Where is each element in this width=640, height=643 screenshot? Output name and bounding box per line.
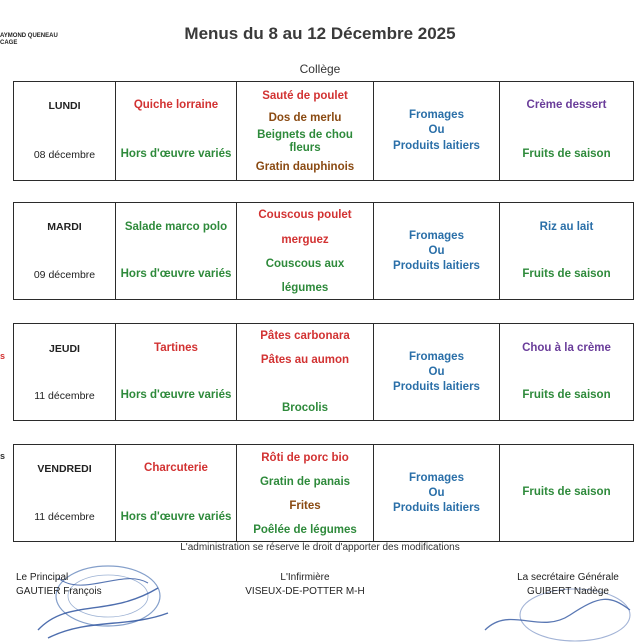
entree-item: Hors d'œuvre variés (120, 511, 232, 523)
entree-item: Tartines (154, 342, 198, 354)
laitier-item: Produits laitiers (393, 140, 480, 152)
entree-item: Charcuterie (144, 462, 208, 474)
plat-item: merguez (281, 234, 329, 246)
plat-item: Frites (289, 500, 321, 512)
entree-item: Hors d'œuvre variés (120, 268, 232, 280)
laitier-item: Produits laitiers (393, 260, 480, 272)
plat-item: Pâtes au aumon (260, 354, 350, 366)
day-date: 09 décembre (33, 269, 96, 281)
menu-table-jeudi (13, 323, 634, 421)
laitier-item: Fromages (409, 351, 464, 363)
day-name: LUNDI (48, 100, 81, 112)
day-name: VENDREDI (37, 463, 92, 475)
plat-item: Gratin de panais (259, 476, 351, 488)
plat-item: Sauté de poulet (262, 90, 348, 102)
day-name: MARDI (47, 221, 82, 233)
menu-table-lundi (13, 81, 634, 181)
laitier-item: Fromages (409, 472, 464, 484)
secretary-signature: La secrétaire Générale GUIBERT Nadège (517, 572, 619, 597)
plat-item: Beignets de chou fleurs (257, 129, 353, 154)
plat-item: Pâtes carbonara (260, 330, 350, 342)
dessert-item: Fruits de saison (522, 486, 611, 498)
dessert-item: Riz au lait (539, 221, 594, 233)
day-name: JEUDI (49, 343, 80, 355)
dessert-item: Fruits de saison (522, 148, 611, 160)
menu-table-vendredi (13, 444, 634, 542)
principal-signature: Le Principal GAUTIER François (16, 572, 102, 597)
entree-item: Quiche lorraine (133, 99, 219, 111)
page-title: Menus du 8 au 12 Décembre 2025 (184, 24, 456, 43)
entree-item: Hors d'œuvre variés (120, 148, 232, 160)
laitier-item: Ou (428, 366, 445, 378)
dessert-item: Fruits de saison (522, 389, 611, 401)
laitier-item: Ou (428, 245, 445, 257)
laitier-item: Fromages (409, 109, 464, 121)
plat-item: Couscous poulet (258, 209, 352, 221)
laitier-item: Produits laitiers (393, 381, 480, 393)
margin-mark: s (0, 351, 6, 361)
school-logo-text: AYMOND QUENEAU CAGE (0, 33, 58, 46)
disclaimer-notice: L'administration se réserve le droit d'apporter des modifications (180, 542, 460, 553)
entree-item: Salade marco polo (124, 221, 228, 233)
plat-item: Gratin dauphinois (255, 161, 355, 173)
plat-item: Couscous aux (265, 258, 345, 270)
plat-item: Rôti de porc bio (261, 452, 349, 464)
dessert-item: Crème dessert (526, 99, 607, 111)
plat-item: légumes (281, 282, 329, 294)
plat-item: Dos de merlu (268, 112, 342, 124)
laitier-item: Ou (428, 124, 445, 136)
entree-item: Hors d'œuvre variés (120, 389, 232, 401)
dessert-item: Chou à la crème (522, 342, 611, 354)
day-date: 11 décembre (34, 390, 95, 402)
day-date: 11 décembre (34, 511, 95, 523)
dessert-item: Fruits de saison (522, 268, 611, 280)
menu-table-mardi (13, 202, 634, 300)
page-subtitle: Collège (299, 62, 341, 76)
nurse-signature: L'Infirmière VISEUX-DE-POTTER M-H (245, 572, 365, 597)
laitier-item: Ou (428, 487, 445, 499)
plat-item: Poêlée de légumes (253, 524, 357, 536)
plat-item: Brocolis (281, 402, 328, 414)
laitier-item: Produits laitiers (393, 502, 480, 514)
day-date: 08 décembre (33, 149, 96, 161)
margin-mark: s (0, 451, 6, 461)
laitier-item: Fromages (409, 230, 464, 242)
